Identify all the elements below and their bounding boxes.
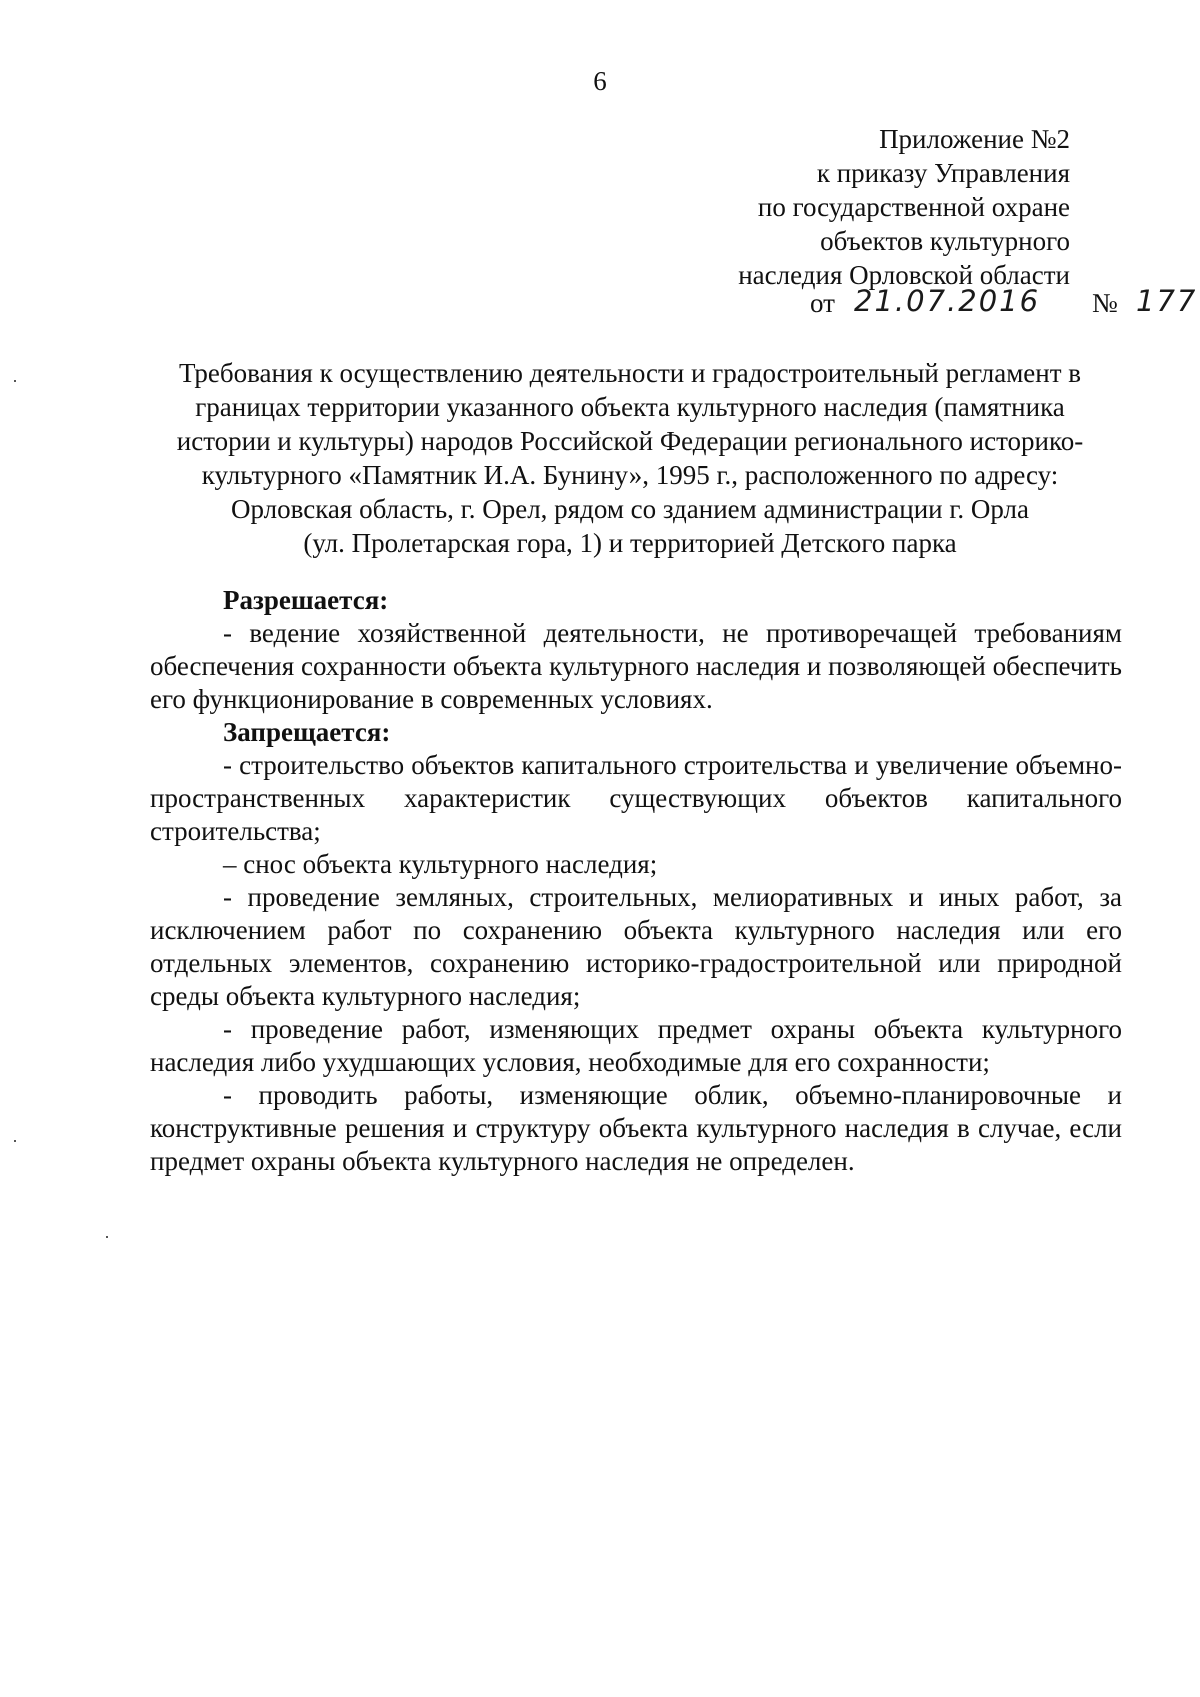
handwritten-order-number: 177 xyxy=(1136,284,1198,318)
prohibited-heading: Запрещается: xyxy=(223,717,391,747)
appendix-line: к приказу Управления xyxy=(816,158,1070,188)
document-body xyxy=(150,584,1122,1178)
prohibited-item: - строительство объектов капитального строительства и увеличение объемно-пространственных характеристик существующих объектов капитального строительства; xyxy=(150,750,1122,846)
number-prefix: № xyxy=(1092,288,1118,318)
document-title xyxy=(140,356,1120,560)
title-line: культурного «Памятник И.А. Бунину», 1995 г., расположенного по адресу: xyxy=(201,460,1059,490)
title-line: границах территории указанного объекта культурного наследия (памятника xyxy=(195,392,1065,422)
title-line: Орловская область, г. Орел, рядом со зданием администрации г. Орла xyxy=(231,494,1029,524)
date-prefix: от xyxy=(810,288,835,318)
scan-speck xyxy=(106,1236,108,1238)
prohibited-item: – снос объекта культурного наследия; xyxy=(223,849,658,879)
title-line: истории и культуры) народов Российской Федерации регионального историко- xyxy=(176,426,1084,456)
appendix-line: объектов культурного xyxy=(820,226,1070,256)
title-line: (ул. Пролетарская гора, 1) и территорией Детского парка xyxy=(303,528,957,558)
scan-speck xyxy=(14,1140,16,1142)
prohibited-item: - проводить работы, изменяющие облик, объемно-планировочные и конструктивные решения и структуру объекта культурного наследия в случае, если предмет охраны объекта культурного наследия не определен. xyxy=(150,1080,1122,1176)
allowed-heading: Разрешается: xyxy=(223,585,389,615)
order-date-number-line xyxy=(810,284,1198,326)
appendix-line: по государственной охране xyxy=(757,192,1070,222)
appendix-line: наследия Орловской области xyxy=(738,260,1070,290)
page-number: 6 xyxy=(593,66,607,96)
prohibited-item: - проведение земляных, строительных, мелиоративных и иных работ, за исключением работ по сохранению объекта культурного наследия или его отдельных элементов, сохранению историко-градостроительной или природной среды объекта культурного наследия; xyxy=(150,882,1122,1011)
allowed-item: - ведение хозяйственной деятельности, не противоречащей требованиям обеспечения сохранности объекта культурного наследия и позволяющей обеспечить его функционирование в современных условиях. xyxy=(150,618,1122,714)
appendix-line: Приложение №2 xyxy=(879,124,1070,154)
handwritten-date: 21.07.2016 xyxy=(854,284,1041,318)
title-line: Требования к осуществлению деятельности и градостроительный регламент в xyxy=(178,358,1082,388)
appendix-header xyxy=(470,122,1070,292)
prohibited-item: - проведение работ, изменяющих предмет охраны объекта культурного наследия либо ухудшающих условия, необходимые для его сохранности; xyxy=(150,1014,1122,1077)
scan-speck xyxy=(14,380,16,382)
